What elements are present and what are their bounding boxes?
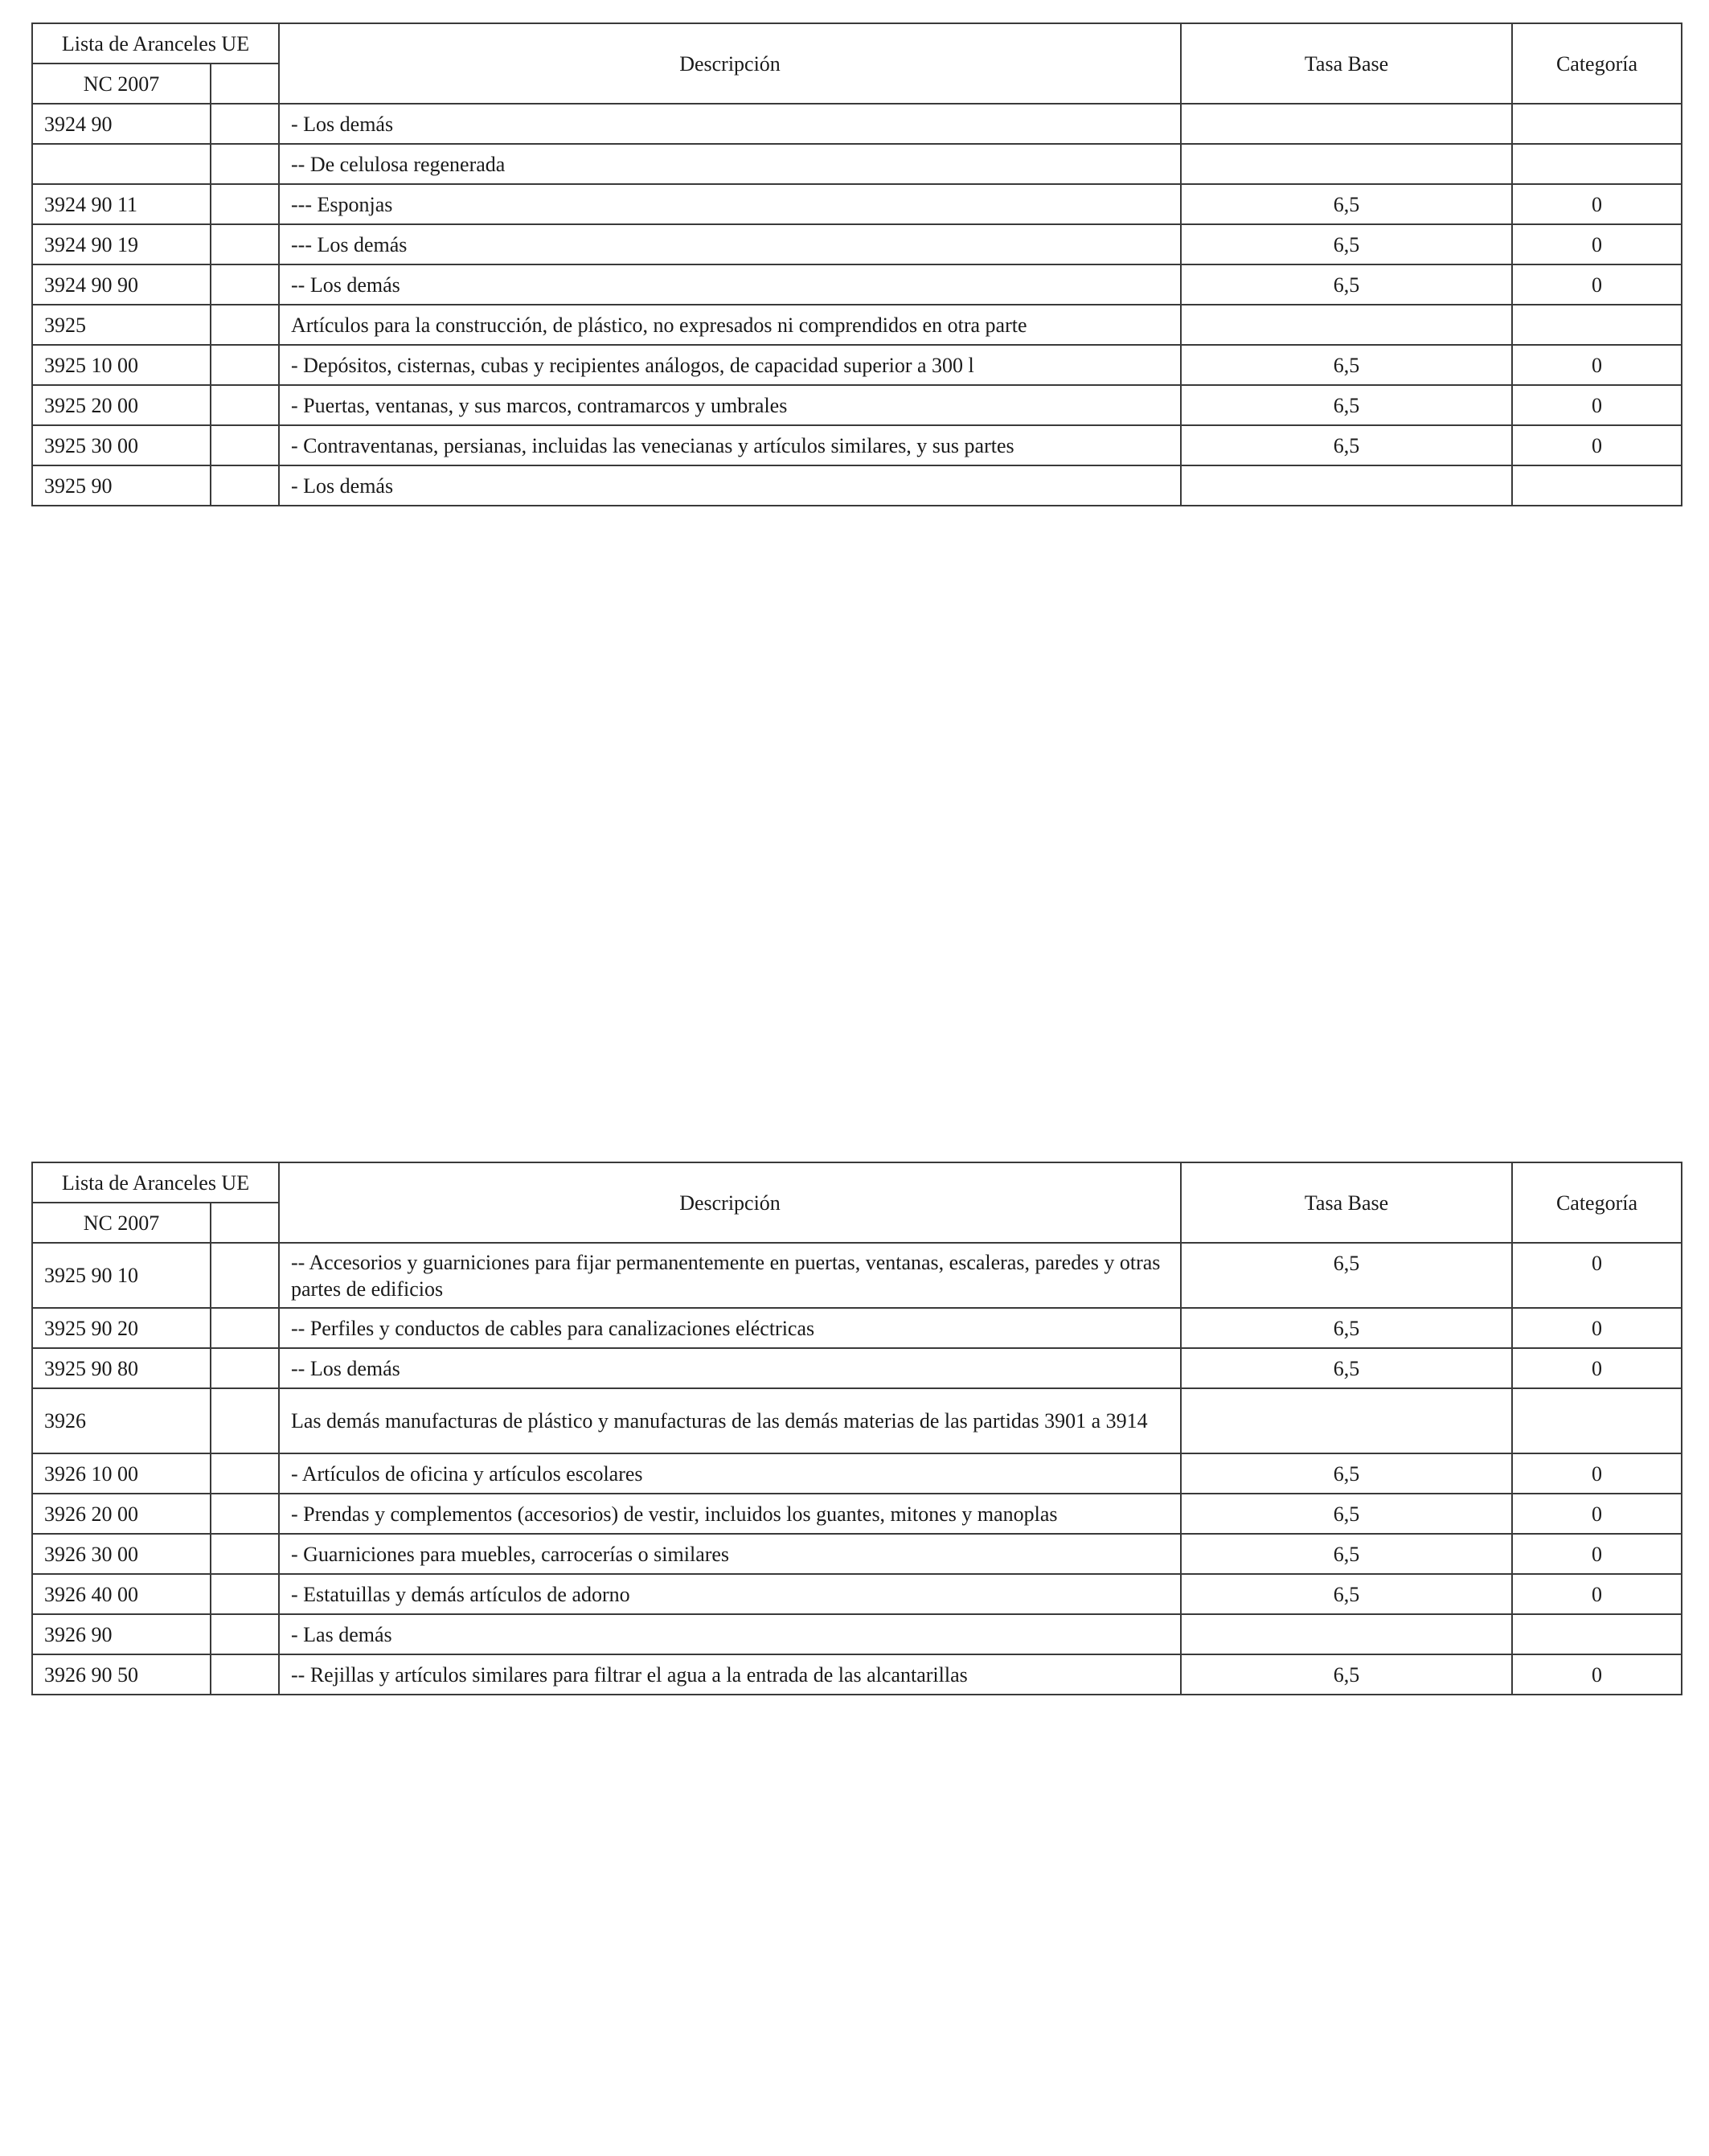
- category-cell: 0: [1512, 1574, 1682, 1614]
- code-cell: 3926: [32, 1388, 211, 1453]
- rate-header: Tasa Base: [1181, 1162, 1512, 1243]
- code-cell: 3926 30 00: [32, 1534, 211, 1574]
- extra-cell: [211, 1494, 279, 1534]
- description-cell: - Artículos de oficina y artículos escolares: [279, 1453, 1181, 1494]
- code-cell: 3925 90 80: [32, 1348, 211, 1388]
- nc-header: NC 2007: [32, 64, 211, 104]
- table-row: [32, 1534, 1682, 1574]
- table-row: [32, 184, 1682, 224]
- header-row: [32, 23, 1682, 64]
- table-row: [32, 104, 1682, 144]
- extra-cell: [211, 264, 279, 305]
- code-cell: 3924 90 11: [32, 184, 211, 224]
- category-cell: 0: [1512, 184, 1682, 224]
- table-row: [32, 1654, 1682, 1695]
- table-row: [32, 1614, 1682, 1654]
- rate-cell: 6,5: [1181, 1654, 1512, 1695]
- table-row: [32, 1308, 1682, 1348]
- table-body: [32, 104, 1682, 506]
- category-cell: [1512, 1614, 1682, 1654]
- rate-cell: 6,5: [1181, 1243, 1512, 1308]
- code-cell: 3926 40 00: [32, 1574, 211, 1614]
- extra-cell: [211, 1574, 279, 1614]
- rate-cell: 6,5: [1181, 1574, 1512, 1614]
- code-cell: 3924 90: [32, 104, 211, 144]
- category-cell: [1512, 104, 1682, 144]
- category-cell: 0: [1512, 1494, 1682, 1534]
- table-row: [32, 144, 1682, 184]
- description-cell: - Prendas y complementos (accesorios) de vestir, incluidos los guantes, mitones y manoplas: [279, 1494, 1181, 1534]
- description-cell: --- Esponjas: [279, 184, 1181, 224]
- table-row: [32, 305, 1682, 345]
- extra-cell: [211, 1654, 279, 1695]
- code-cell: 3924 90 90: [32, 264, 211, 305]
- extra-cell: [211, 224, 279, 264]
- description-cell: - Guarniciones para muebles, carrocerías o similares: [279, 1534, 1181, 1574]
- category-cell: 0: [1512, 1243, 1682, 1308]
- category-cell: 0: [1512, 425, 1682, 465]
- extra-cell: [211, 144, 279, 184]
- list-header: Lista de Aranceles UE: [32, 1162, 279, 1203]
- table-row: [32, 425, 1682, 465]
- description-cell: Artículos para la construcción, de plástico, no expresados ni comprendidos en otra parte: [279, 305, 1181, 345]
- category-cell: 0: [1512, 1348, 1682, 1388]
- rate-cell: [1181, 104, 1512, 144]
- description-cell: --- Los demás: [279, 224, 1181, 264]
- nc-extra-header: [211, 64, 279, 104]
- extra-cell: [211, 104, 279, 144]
- nc-extra-header: [211, 1203, 279, 1243]
- code-cell: 3924 90 19: [32, 224, 211, 264]
- extra-cell: [211, 184, 279, 224]
- code-cell: 3925 30 00: [32, 425, 211, 465]
- table-row: [32, 465, 1682, 506]
- description-cell: - Las demás: [279, 1614, 1181, 1654]
- header-row: [32, 1162, 1682, 1203]
- rate-cell: 6,5: [1181, 1348, 1512, 1388]
- rate-cell: 6,5: [1181, 345, 1512, 385]
- description-cell: - Depósitos, cisternas, cubas y recipientes análogos, de capacidad superior a 300 l: [279, 345, 1181, 385]
- table-row: [32, 1574, 1682, 1614]
- description-header: Descripción: [279, 1162, 1181, 1243]
- table-row: [32, 224, 1682, 264]
- category-cell: [1512, 144, 1682, 184]
- category-header: Categoría: [1512, 23, 1682, 104]
- category-cell: 0: [1512, 1453, 1682, 1494]
- rate-cell: 6,5: [1181, 1494, 1512, 1534]
- code-cell: 3925 90 10: [32, 1243, 211, 1308]
- table-row: [32, 1243, 1682, 1308]
- extra-cell: [211, 385, 279, 425]
- code-cell: 3925 20 00: [32, 385, 211, 425]
- category-cell: 0: [1512, 1654, 1682, 1695]
- table-row: [32, 264, 1682, 305]
- extra-cell: [211, 425, 279, 465]
- category-cell: 0: [1512, 264, 1682, 305]
- table-row: [32, 1494, 1682, 1534]
- description-cell: -- Accesorios y guarniciones para fijar permanentemente en puertas, ventanas, escaleras, paredes y otras partes de edificios: [279, 1243, 1181, 1308]
- rate-cell: 6,5: [1181, 1453, 1512, 1494]
- table-row: [32, 1388, 1682, 1453]
- rate-cell: [1181, 1388, 1512, 1453]
- description-cell: - Los demás: [279, 465, 1181, 506]
- code-cell: [32, 144, 211, 184]
- rate-cell: [1181, 305, 1512, 345]
- table-row: [32, 1348, 1682, 1388]
- description-header: Descripción: [279, 23, 1181, 104]
- table-row: [32, 1453, 1682, 1494]
- category-cell: [1512, 305, 1682, 345]
- category-cell: [1512, 1388, 1682, 1453]
- category-cell: 0: [1512, 345, 1682, 385]
- table-row: [32, 385, 1682, 425]
- extra-cell: [211, 1308, 279, 1348]
- extra-cell: [211, 1348, 279, 1388]
- code-cell: 3925: [32, 305, 211, 345]
- description-cell: -- Rejillas y artículos similares para filtrar el agua a la entrada de las alcantarillas: [279, 1654, 1181, 1695]
- category-header: Categoría: [1512, 1162, 1682, 1243]
- category-cell: [1512, 465, 1682, 506]
- rate-cell: [1181, 144, 1512, 184]
- extra-cell: [211, 1453, 279, 1494]
- code-cell: 3925 90 20: [32, 1308, 211, 1348]
- code-cell: 3925 10 00: [32, 345, 211, 385]
- description-cell: -- De celulosa regenerada: [279, 144, 1181, 184]
- list-header: Lista de Aranceles UE: [32, 23, 279, 64]
- extra-cell: [211, 1243, 279, 1308]
- table-row: [32, 345, 1682, 385]
- tariff-table-1: [31, 23, 1682, 506]
- extra-cell: [211, 465, 279, 506]
- rate-cell: 6,5: [1181, 184, 1512, 224]
- code-cell: 3926 10 00: [32, 1453, 211, 1494]
- rate-header: Tasa Base: [1181, 23, 1512, 104]
- extra-cell: [211, 305, 279, 345]
- category-cell: 0: [1512, 1534, 1682, 1574]
- description-cell: - Estatuillas y demás artículos de adorno: [279, 1574, 1181, 1614]
- description-cell: - Los demás: [279, 104, 1181, 144]
- rate-cell: 6,5: [1181, 1534, 1512, 1574]
- extra-cell: [211, 1534, 279, 1574]
- category-cell: 0: [1512, 385, 1682, 425]
- description-cell: - Puertas, ventanas, y sus marcos, contramarcos y umbrales: [279, 385, 1181, 425]
- table-body: [32, 1243, 1682, 1695]
- description-cell: -- Los demás: [279, 264, 1181, 305]
- rate-cell: 6,5: [1181, 224, 1512, 264]
- code-cell: 3926 90 50: [32, 1654, 211, 1695]
- tariff-table-2: [31, 1162, 1682, 1695]
- extra-cell: [211, 1388, 279, 1453]
- description-cell: -- Los demás: [279, 1348, 1181, 1388]
- rate-cell: 6,5: [1181, 425, 1512, 465]
- extra-cell: [211, 345, 279, 385]
- code-cell: 3925 90: [32, 465, 211, 506]
- rate-cell: 6,5: [1181, 385, 1512, 425]
- rate-cell: [1181, 1614, 1512, 1654]
- description-cell: - Contraventanas, persianas, incluidas las venecianas y artículos similares, y sus partes: [279, 425, 1181, 465]
- description-cell: -- Perfiles y conductos de cables para canalizaciones eléctricas: [279, 1308, 1181, 1348]
- nc-header: NC 2007: [32, 1203, 211, 1243]
- rate-cell: 6,5: [1181, 264, 1512, 305]
- rate-cell: [1181, 465, 1512, 506]
- category-cell: 0: [1512, 1308, 1682, 1348]
- extra-cell: [211, 1614, 279, 1654]
- description-cell: Las demás manufacturas de plástico y manufacturas de las demás materias de las partidas 3901 a 3914: [279, 1388, 1181, 1453]
- code-cell: 3926 90: [32, 1614, 211, 1654]
- category-cell: 0: [1512, 224, 1682, 264]
- rate-cell: 6,5: [1181, 1308, 1512, 1348]
- code-cell: 3926 20 00: [32, 1494, 211, 1534]
